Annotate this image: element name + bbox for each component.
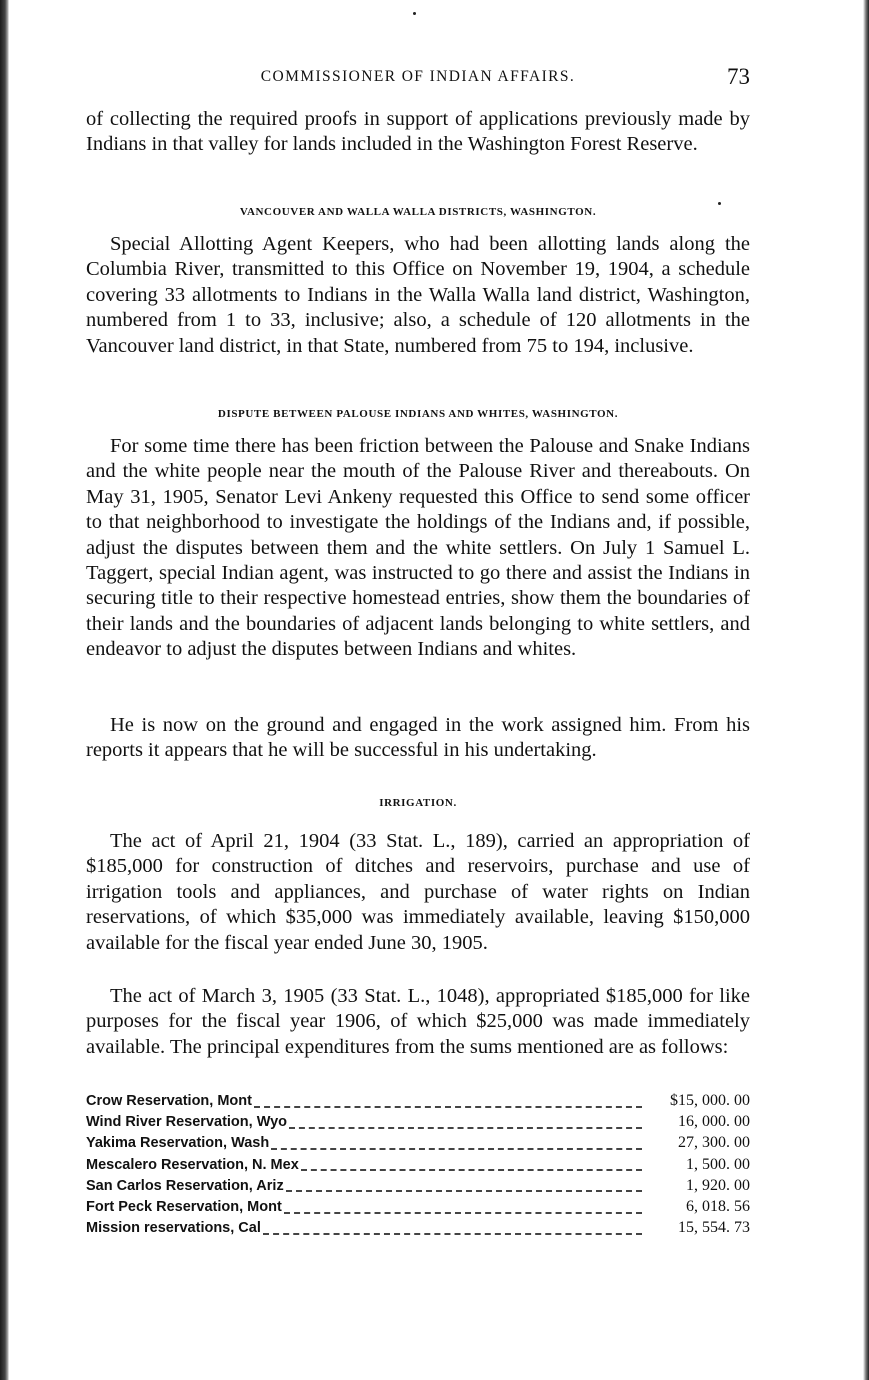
table-row: [86, 1134, 750, 1155]
amount-value: 15, 554. 73: [678, 1219, 750, 1237]
page-header: [86, 64, 750, 94]
dot-leader: [254, 1106, 642, 1108]
paragraph-vancouver: Special Allotting Agent Keepers, who had been allotting lands along the Columbia River, transmitted to this Office on November 19, 1904, a schedule covering 33 allotments to Indians in the Walla Walla land district, Washington, numbered from 1 to 33, inclusive; also, a schedule of 120 allotments in the Vancouver land district, in that State, numbered from 75 to 194, inclusive.: [86, 233, 750, 357]
dot-leader: [263, 1233, 642, 1235]
table-row: [86, 1219, 750, 1240]
reservation-label: Crow Reservation, Mont: [86, 1093, 252, 1109]
paragraph-palouse-1: For some time there has been friction between the Palouse and Snake Indians and the white people near the mouth of the Palouse River and thereabouts. On May 31, 1905, Senator Levi Ankeny requested this Office to send some officer to that neighborhood to investigate the holdings of the Indians and, if possible, adjust the disputes between them and the white settlers. On July 1 Samuel L. Taggert, special Indian agent, was instructed to go there and assist the Indians in securing title to their respective homestead entries, show them the boundaries of their lands and the boundaries of adjacent lands belonging to white settlers, and endeavor to adjust the disputes between Indians and whites.: [86, 435, 750, 661]
page-number: 73: [727, 64, 750, 89]
amount-value: 1, 500. 00: [686, 1155, 750, 1173]
table-row: [86, 1156, 750, 1177]
table-row: [86, 1177, 750, 1198]
dot-leader: [289, 1127, 642, 1129]
dot-leader: [301, 1169, 642, 1171]
scan-right-edge: [863, 0, 869, 1380]
section-heading-palouse: DISPUTE BETWEEN PALOUSE INDIANS AND WHITES, WASHINGTON.: [217, 408, 619, 420]
section-heading-irrigation: IRRIGATION.: [379, 797, 457, 809]
table-row: [86, 1113, 750, 1134]
section-heading-vancouver: VANCOUVER AND WALLA WALLA DISTRICTS, WASHINGTON.: [239, 206, 597, 218]
reservation-label: Yakima Reservation, Wash: [86, 1135, 270, 1152]
scan-speck: [413, 12, 416, 15]
expenditures-table: [86, 1092, 750, 1240]
amount-value: 6, 018. 56: [686, 1197, 750, 1215]
dot-leader: [284, 1212, 642, 1214]
reservation-label: Mission reservations, Cal: [86, 1220, 261, 1237]
amount-value: 16, 000. 00: [678, 1113, 750, 1131]
dot-leader: [271, 1148, 642, 1150]
running-head: COMMISSIONER OF INDIAN AFFAIRS.: [260, 68, 576, 85]
reservation-label: San Carlos Reservation, Ariz: [86, 1177, 284, 1194]
scan-left-edge: [0, 0, 9, 1380]
reservation-label: Wind River Reservation, Wyo: [86, 1114, 288, 1131]
paragraph-palouse-2: He is now on the ground and engaged in the work assigned him. From his reports it appears that he will be successful in his undertaking.: [86, 714, 750, 762]
dot-leader: [286, 1190, 642, 1192]
amount-value: 1, 920. 00: [686, 1176, 750, 1194]
table-row: [86, 1198, 750, 1219]
paragraph-irrigation-2: The act of March 3, 1905 (33 Stat. L., 1048), appropriated $185,000 for like purposes for the fiscal year 1906, of which $25,000 was made immediately available. The principal expenditures from the sums mentioned are as follows:: [86, 985, 750, 1058]
reservation-label: Mescalero Reservation, N. Mex: [86, 1156, 299, 1173]
reservation-label: Fort Peck Reservation, Mont: [86, 1198, 282, 1215]
amount-value: $15, 000. 00: [670, 1092, 750, 1109]
scan-speck: [718, 202, 721, 205]
paragraph-irrigation-1: The act of April 21, 1904 (33 Stat. L., 189), carried an appropriation of $185,000 for construction of ditches and reservoirs, purchase and use of irrigation tools and appliances, and purchase of water rights on Indian reservations, of which $35,000 was immediately available, leaving $150,000 available for the fiscal year ended June 30, 1905.: [86, 830, 750, 954]
table-row: [86, 1092, 750, 1113]
amount-value: 27, 300. 00: [678, 1134, 750, 1152]
intro-paragraph: of collecting the required proofs in support of applications previously made by Indians in that valley for lands included in the Washington Forest Reserve.: [86, 108, 750, 156]
